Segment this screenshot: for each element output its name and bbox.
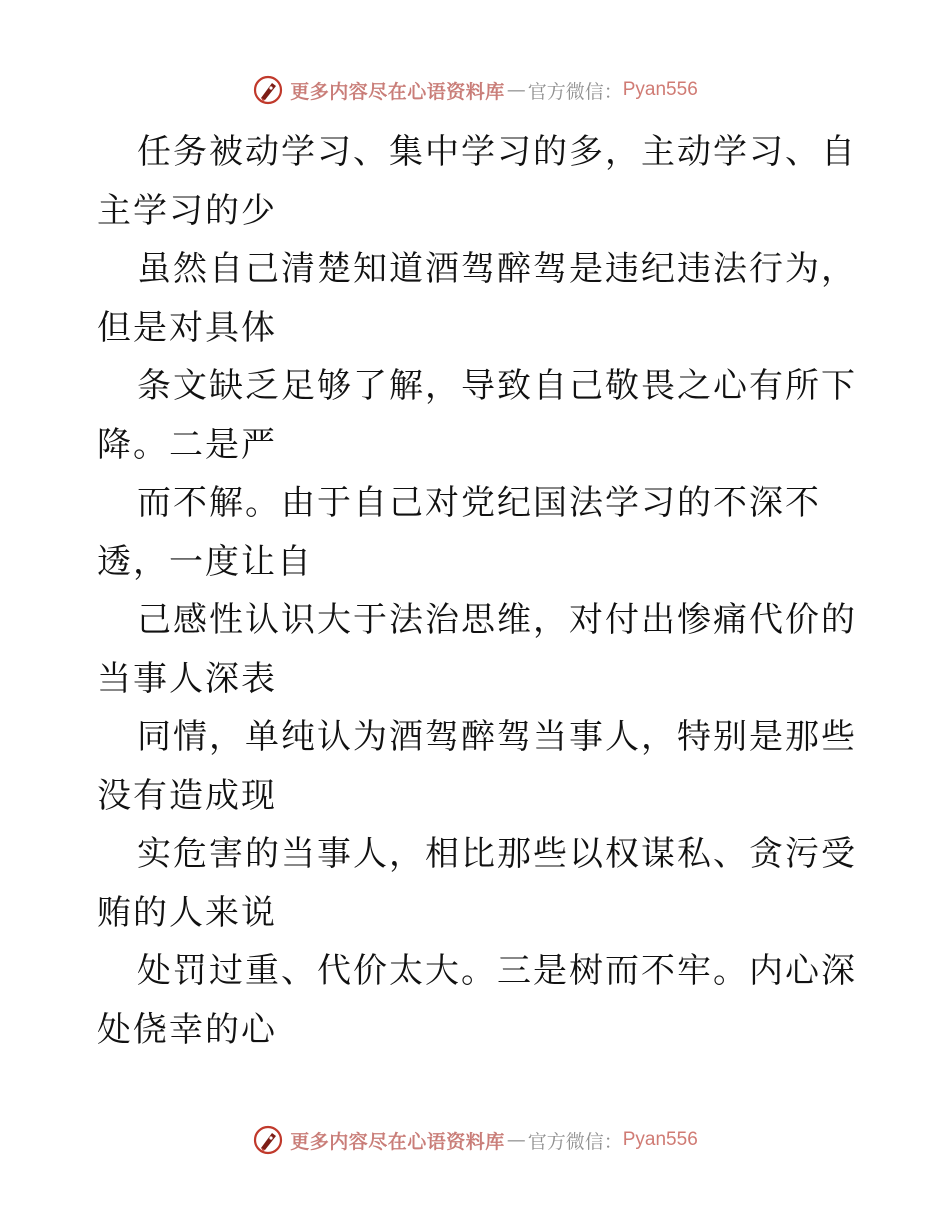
watermark-label: 官方微信： xyxy=(527,1130,623,1153)
pen-nib-logo-icon xyxy=(252,74,284,106)
paragraph-3: 条文缺乏足够了解，导致自己敬畏之心有所下降。二是严 xyxy=(97,366,857,465)
document-body xyxy=(97,123,857,1059)
watermark-label: 官方微信： xyxy=(527,80,623,103)
paragraph-7: 实危害的当事人，相比那些以权谋私、贪污受贿的人来说 xyxy=(97,834,857,933)
header-watermark xyxy=(0,70,950,110)
watermark-prefix: 更多内容尽在心语资料库 xyxy=(290,80,505,103)
watermark-dash: — xyxy=(506,79,526,101)
pen-nib-logo-icon xyxy=(252,1124,284,1156)
watermark-id: Pyan556 xyxy=(622,1129,698,1150)
watermark-dash: — xyxy=(506,1129,526,1151)
paragraph-1: 任务被动学习、集中学习的多，主动学习、自主学习的少 xyxy=(97,132,857,231)
paragraph-6: 同情，单纯认为酒驾醉驾当事人，特别是那些没有造成现 xyxy=(97,717,857,816)
paragraph-5: 己感性认识大于法治思维，对付出惨痛代价的当事人深表 xyxy=(97,600,857,699)
watermark-prefix: 更多内容尽在心语资料库 xyxy=(290,1130,505,1153)
watermark-id: Pyan556 xyxy=(622,79,698,100)
paragraph-2: 虽然自己清楚知道酒驾醉驾是违纪违法行为，但是对具体 xyxy=(97,249,857,348)
footer-watermark xyxy=(0,1120,950,1160)
paragraph-4: 而不解。由于自己对党纪国法学习的不深不透，一度让自 xyxy=(97,483,821,582)
paragraph-8: 处罚过重、代价太大。三是树而不牢。内心深处侥幸的心 xyxy=(97,951,857,1050)
